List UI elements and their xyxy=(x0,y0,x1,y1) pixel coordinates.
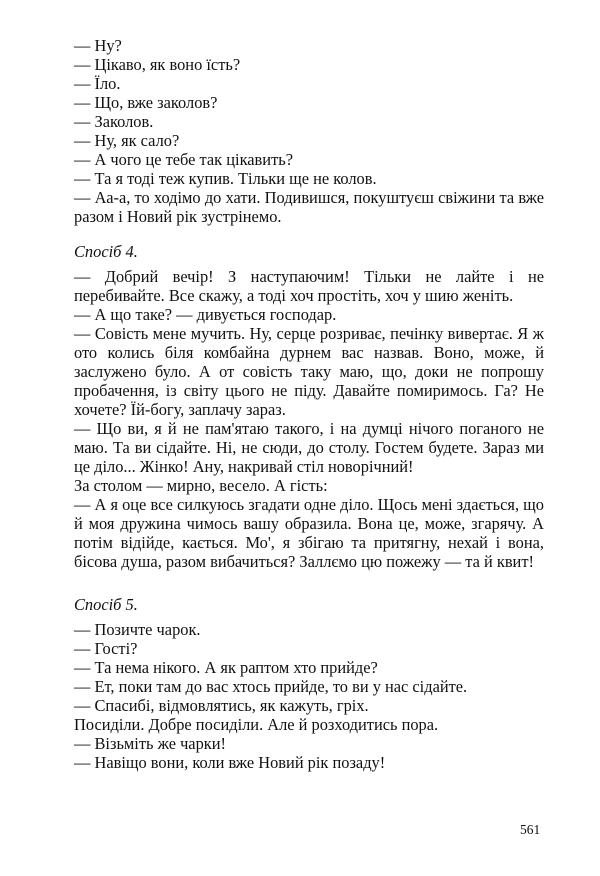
dialogue-line: — Візьміть же чарки! xyxy=(74,734,226,753)
dialogue-paragraph: — А я оце все силкуюсь згадати одне діло. Щось мені здається, що й моя дружина чимось вашу образила. Вона це, може, згарячу. А потім відійде, кається. Мо', я збігаю та притягну, нехай і вона, бісова душа, разом вибачиться? Заллємо цю пожежу — та й квит! xyxy=(74,495,544,571)
dialogue-paragraph: — Що ви, я й не пам'ятаю такого, і на думці нічого поганого не маю. Та ви сідайте. Ні, не сюди, до столу. Гостем будете. Зараз ми це діло... Жінко! Ану, накривай стіл новорічний! xyxy=(74,419,544,476)
dialogue-paragraph: — А що таке? — дивується господар. xyxy=(74,305,337,324)
section-heading-method-4: Спосіб 4. xyxy=(74,242,138,261)
dialogue-line: — Їло. xyxy=(74,74,121,93)
dialogue-line: — Аа-а, то ходімо до хати. Подивишся, покуштуєш свіжини та вже разом і Новий рік зустрінемо. xyxy=(74,188,544,226)
dialogue-paragraph: — Добрий вечір! З наступаючим! Тільки не лайте і не перебивайте. Все скажу, а тоді хоч простіть, хоч у шию женіть. xyxy=(74,267,544,305)
narration-paragraph: За столом — мирно, весело. А гість: xyxy=(74,476,328,495)
dialogue-line: — Що, вже заколов? xyxy=(74,93,218,112)
dialogue-line: — Цікаво, як воно їсть? xyxy=(74,55,241,74)
dialogue-paragraph: — Совість мене мучить. Ну, серце розриває, печінку вивертає. Я ж ото колись біля комбайна дурнем вас назвав. Воно, може, й заслужено було. А от совість таку маю, що, доки не попрошу пробачення, із світу цього не піду. Давайте помиримось. Га? Не хочете? Їй-богу, заплачу зараз. xyxy=(74,324,544,419)
dialogue-line: — Позичте чарок. xyxy=(74,620,201,639)
dialogue-line: — Спасибі, відмовлятись, як кажуть, гріх. xyxy=(74,696,369,715)
dialogue-line: — Заколов. xyxy=(74,112,154,131)
dialogue-line: — Та нема нікого. А як раптом хто прийде? xyxy=(74,658,378,677)
dialogue-line: — Ет, поки там до вас хтось прийде, то ви у нас сідайте. xyxy=(74,677,468,696)
dialogue-line: — А чого це тебе так цікавить? xyxy=(74,150,293,169)
page-number: 561 xyxy=(520,822,541,837)
page-text xyxy=(74,36,544,772)
section-heading-method-5: Спосіб 5. xyxy=(74,595,138,614)
narration-line: Посиділи. Добре посиділи. Але й розходитись пора. xyxy=(74,715,439,734)
dialogue-line: — Ну? xyxy=(74,36,122,55)
dialogue-line: — Гості? xyxy=(74,639,138,658)
dialogue-line: — Ну, як сало? xyxy=(74,131,180,150)
dialogue-line: — Навіщо вони, коли вже Новий рік позаду! xyxy=(74,753,386,772)
dialogue-line: — Та я тоді теж купив. Тільки ще не колов. xyxy=(74,169,377,188)
